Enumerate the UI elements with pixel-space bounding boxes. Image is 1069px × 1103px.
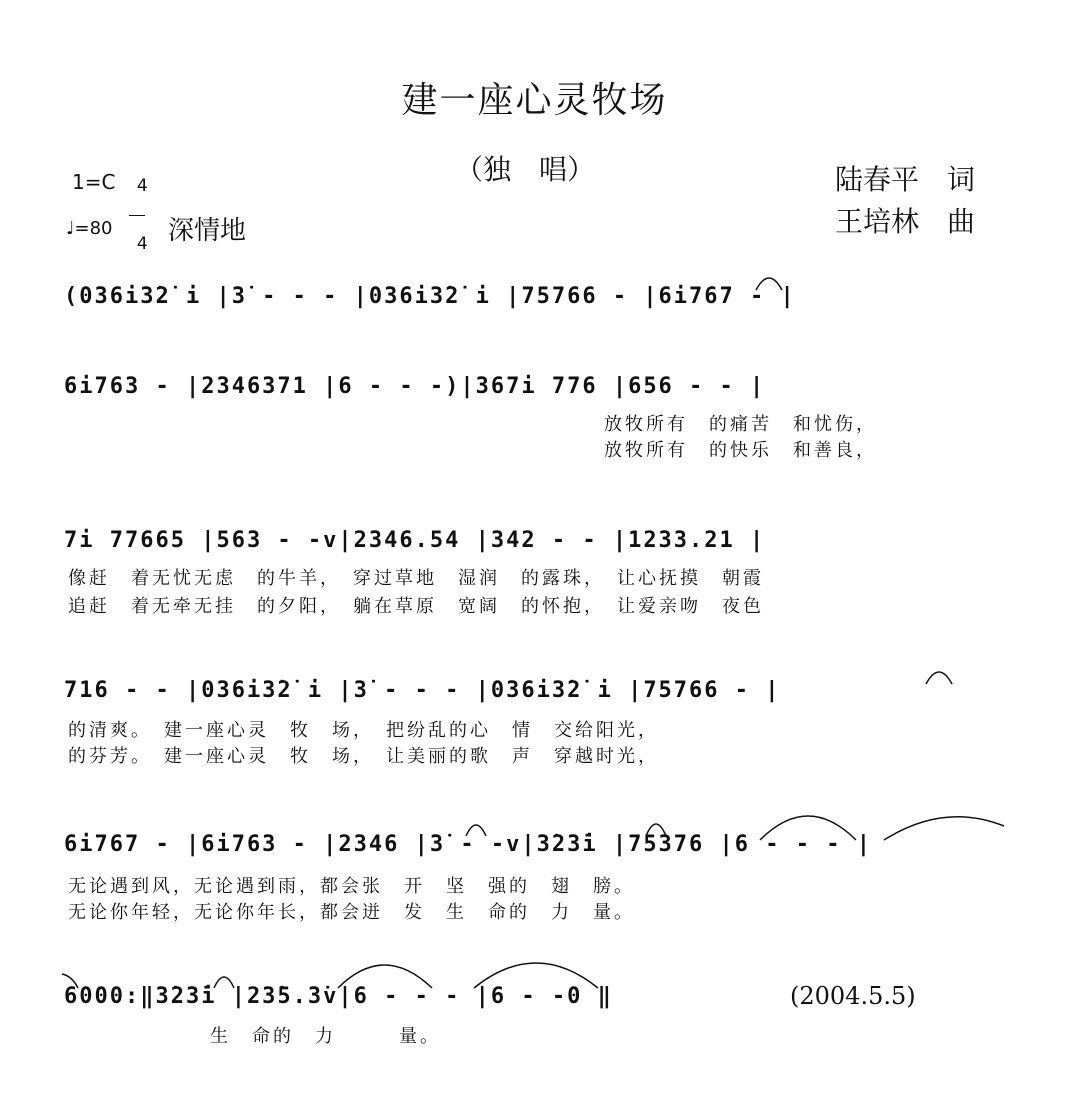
notation: 7i 77665 |563 - -v|2346.54 |342 - - |1233.21 |	[64, 528, 766, 553]
slur-mark	[64, 676, 1004, 716]
score-line-4	[64, 676, 1004, 720]
song-title: 建一座心灵牧场	[401, 80, 668, 121]
song-subtitle: （独 唱）	[455, 153, 596, 186]
slur-mark	[64, 830, 1004, 870]
lyrics-verse-1: 放牧所有 的痛苦 和忧伤，	[604, 414, 877, 435]
key-signature: 1=C	[72, 170, 116, 194]
tempo-marking: ♩=80	[66, 218, 113, 239]
lyricist-credit: 陆春平 词	[835, 163, 976, 196]
notation: 716 - - |036i3̇2̇ i |3̇ - - - |036i3̇2̇ i |75766 - |	[64, 678, 781, 703]
notation: 6i763 - |2346371 |6 - - -)|367i 776 |656 - - |	[64, 374, 766, 399]
notation: 6000:‖3̇23̇i |23̇5.3̇v|6 - - - |6 - -0 ‖	[64, 984, 613, 1009]
slur-mark	[64, 282, 1004, 322]
time-signature-bottom: 4	[136, 234, 148, 254]
notation: (036i3̇2̇ i |3̇ - - - |036i3̇2̇ i |75766 - |6i767 - |	[64, 284, 796, 309]
lyrics-verse-1: 生 命的 力 量。	[210, 1026, 441, 1047]
time-signature-top: 4	[136, 176, 148, 196]
score-line-5	[64, 830, 1004, 874]
expression-marking: 深情地	[168, 216, 247, 246]
notation: 6i767 - |6i763 - |2346 |3̇ - -v|3̇23̇i |75376 |6 - - - |	[64, 832, 872, 857]
time-signature	[126, 158, 148, 254]
lyrics-verse-1: 无论遇到风，无论遇到雨，都会张 开 坚 强的 翅 膀。	[68, 876, 635, 897]
lyrics-verse-2: 无论你年轻，无论你年长，都会迸 发 生 命的 力 量。	[68, 902, 635, 923]
lyrics-verse-1: 像赶 着无忧无虑 的牛羊， 穿过草地 湿润 的露珠， 让心抚摸 朝霞	[68, 568, 764, 589]
lyrics-verse-2: 放牧所有 的快乐 和善良，	[604, 440, 877, 461]
lyrics-verse-1: 的清爽。 建一座心灵 牧 场， 把纷乱的心 情 交给阳光，	[68, 720, 659, 741]
score-line-1	[64, 282, 1004, 326]
composition-date: (2004.5.5)	[790, 982, 916, 1010]
lyrics-verse-2: 追赶 着无牵无挂 的夕阳， 躺在草原 宽阔 的怀抱， 让爱亲吻 夜色	[68, 596, 764, 617]
composer-credit: 王培林 曲	[835, 205, 976, 238]
lyrics-verse-2: 的芬芳。 建一座心灵 牧 场， 让美丽的歌 声 穿越时光，	[68, 746, 659, 767]
